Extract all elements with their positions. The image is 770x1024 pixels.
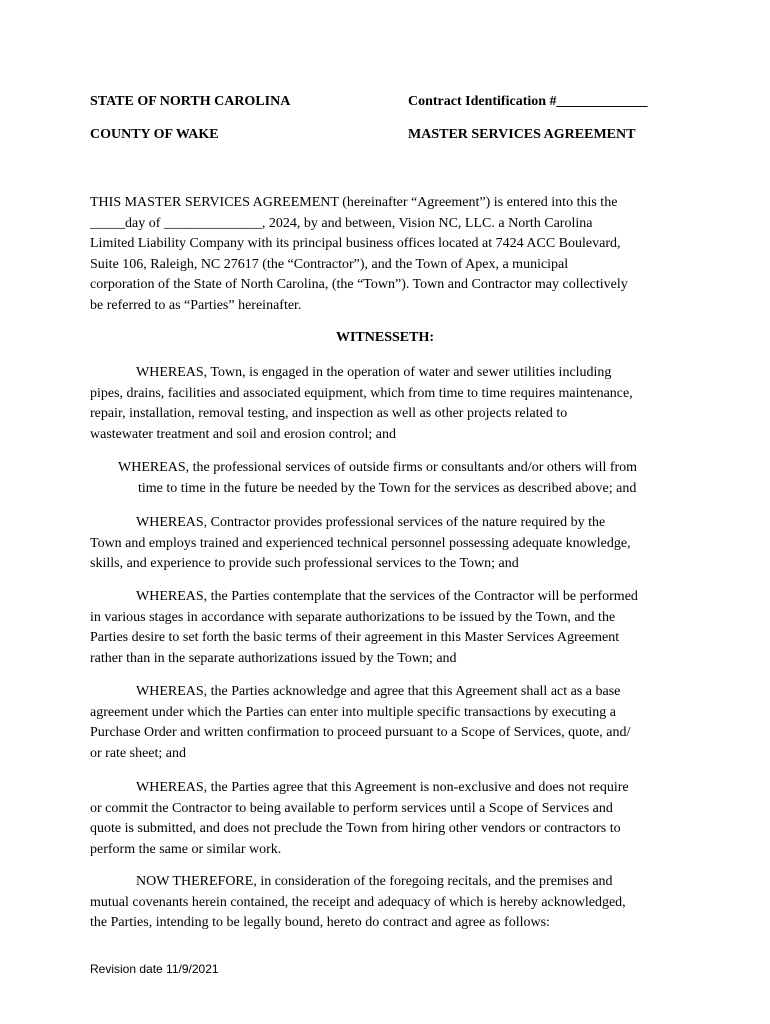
- text-line: Parties desire to set forth the basic terms of their agreement in this Master Services Agreement: [90, 630, 620, 646]
- text-line: in various stages in accordance with separate authorizations to be issued by the Town, and the: [90, 609, 616, 625]
- document-title: MASTER SERVICES AGREEMENT: [408, 127, 636, 142]
- text-line: WHEREAS, Town, is engaged in the operation of water and sewer utilities including: [136, 365, 612, 380]
- text-line: quote is submitted, and does not preclude the Town from hiring other vendors or contractors to: [90, 821, 621, 837]
- contract-identification-field: Contract Identification #_____________: [408, 94, 648, 109]
- text-line: WHEREAS, the Parties acknowledge and agree that this Agreement shall act as a base: [136, 684, 621, 699]
- text-line: or commit the Contractor to being available to perform services until a Scope of Services and: [90, 800, 613, 816]
- text-line: agreement under which the Parties can enter into multiple specific transactions by executing a: [90, 704, 616, 720]
- whereas-paragraph-3: [90, 513, 680, 575]
- text-line: WHEREAS, Contractor provides professional services of the nature required by the: [136, 515, 606, 530]
- text-line: mutual covenants herein contained, the receipt and adequacy of which is hereby acknowledged,: [90, 894, 626, 910]
- whereas-paragraph-5: [90, 682, 680, 764]
- witnesseth-heading: WITNESSETH:: [335, 330, 435, 345]
- text-line: time to time in the future be needed by the Town for the services as described above; and: [138, 480, 637, 496]
- intro-paragraph: [90, 193, 680, 317]
- text-line: corporation of the State of North Carolina, (the “Town”). Town and Contractor may collectively: [90, 277, 628, 293]
- text-line: repair, installation, removal testing, and inspection as well as other projects related to: [90, 406, 568, 422]
- text-line: NOW THEREFORE, in consideration of the foregoing recitals, and the premises and: [136, 874, 613, 889]
- text-line: pipes, drains, facilities and associated equipment, which from time to time requires maintenance,: [90, 385, 633, 401]
- text-line: perform the same or similar work.: [90, 841, 282, 857]
- text-line: skills, and experience to provide such professional services to the Town; and: [90, 556, 519, 572]
- text-line: WHEREAS, the professional services of outside firms or consultants and/or others will from: [118, 460, 638, 475]
- whereas-paragraph-4: [90, 587, 680, 669]
- text-line: Limited Liability Company with its principal business offices located at 7424 ACC Boulevard,: [90, 236, 621, 252]
- revision-date-footer: Revision date 11/9/2021: [90, 962, 219, 976]
- state-heading: STATE OF NORTH CAROLINA: [90, 94, 291, 109]
- text-line: _____day of ______________, 2024, by and between, Vision NC, LLC. a North Carolina: [90, 215, 593, 231]
- text-line: Suite 106, Raleigh, NC 27617 (the “Contractor”), and the Town of Apex, a municipal: [90, 256, 569, 272]
- now-therefore-paragraph: [90, 872, 680, 934]
- text-line: the Parties, intending to be legally bound, hereto do contract and agree as follows:: [90, 915, 550, 931]
- text-line: THIS MASTER SERVICES AGREEMENT (hereinafter “Agreement”) is entered into this the: [90, 195, 618, 210]
- text-line: WHEREAS, the Parties contemplate that the services of the Contractor will be performed: [136, 589, 638, 604]
- text-line: rather than in the separate authorizations issued by the Town; and: [90, 650, 457, 666]
- text-line: be referred to as “Parties” hereinafter.: [90, 297, 302, 313]
- county-heading: COUNTY OF WAKE: [90, 127, 219, 142]
- text-line: Purchase Order and written confirmation to proceed pursuant to a Scope of Services, quote, and/: [90, 725, 631, 741]
- text-line: WHEREAS, the Parties agree that this Agreement is non-exclusive and does not require: [136, 780, 629, 795]
- whereas-paragraph-2: [118, 458, 688, 499]
- text-line: Town and employs trained and experienced technical personnel possessing adequate knowledge,: [90, 535, 631, 551]
- text-line: or rate sheet; and: [90, 745, 187, 761]
- whereas-paragraph-1: [90, 363, 680, 445]
- whereas-paragraph-6: [90, 778, 680, 860]
- text-line: wastewater treatment and soil and erosion control; and: [90, 426, 396, 442]
